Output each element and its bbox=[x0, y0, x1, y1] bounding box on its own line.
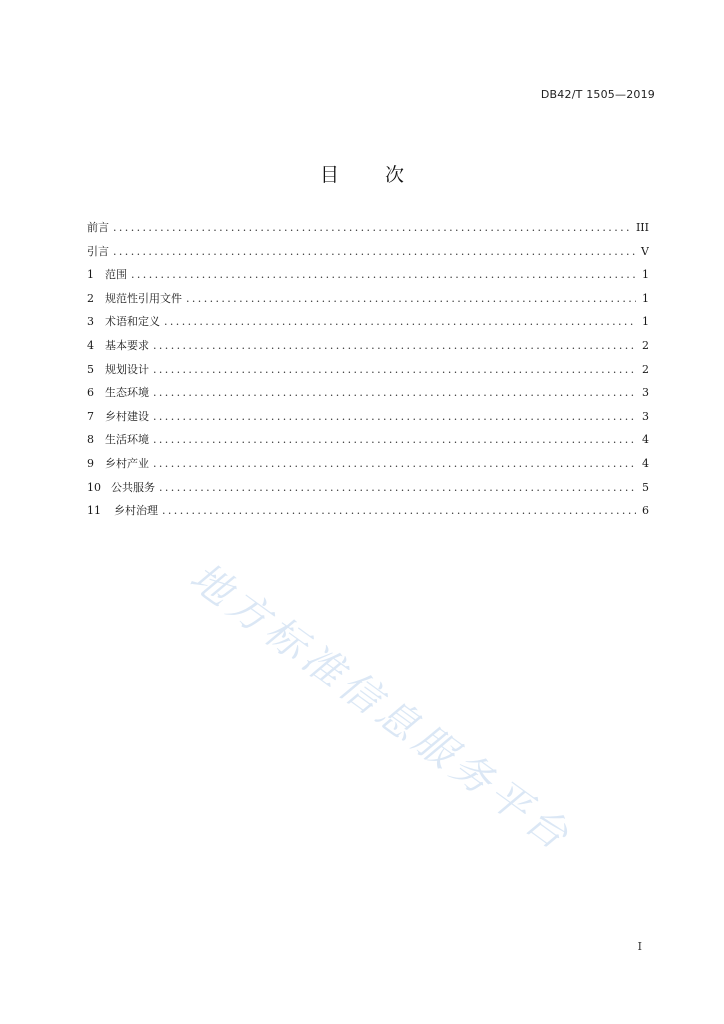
watermark: 地方标准信息服务平台 bbox=[181, 554, 581, 862]
toc-entry-number: 10 bbox=[87, 480, 101, 494]
toc-entry-5[interactable] bbox=[87, 361, 649, 385]
toc-entry-6[interactable] bbox=[87, 384, 649, 408]
toc-dot-leader bbox=[153, 337, 636, 355]
toc-dot-leader bbox=[162, 502, 636, 520]
toc-entry-10[interactable] bbox=[87, 479, 649, 503]
toc-entry-title: 乡村产业 bbox=[105, 456, 149, 470]
toc-entry-4[interactable] bbox=[87, 337, 649, 361]
toc-dot-leader bbox=[153, 384, 636, 402]
page-title: 目 次 bbox=[319, 164, 425, 186]
toc-entry-title: 前言 bbox=[87, 221, 109, 234]
toc-dot-leader bbox=[153, 361, 636, 379]
toc-entry-page: 1 bbox=[642, 291, 649, 305]
toc-dot-leader bbox=[186, 290, 636, 308]
toc-dot-leader bbox=[113, 219, 630, 237]
toc-entry-number: 4 bbox=[87, 338, 94, 352]
toc-dot-leader bbox=[131, 266, 636, 284]
toc-entry-title: 生活环境 bbox=[105, 433, 149, 447]
toc-entry-page: 4 bbox=[642, 456, 649, 470]
toc-entry-page: V bbox=[641, 244, 649, 258]
toc-dot-leader bbox=[164, 313, 636, 331]
toc-dot-leader bbox=[153, 408, 636, 426]
toc-dot-leader bbox=[113, 243, 635, 261]
toc-entry-page: 1 bbox=[642, 268, 649, 282]
page-number: I bbox=[637, 940, 642, 953]
toc-entry-number: 3 bbox=[87, 315, 94, 329]
toc-entry-title: 生态环境 bbox=[105, 386, 149, 400]
toc-entry-title: 术语和定义 bbox=[105, 315, 160, 329]
toc-entry-title: 规划设计 bbox=[105, 362, 149, 376]
toc-entry-9[interactable] bbox=[87, 455, 649, 479]
toc-entry-introduction[interactable] bbox=[87, 243, 649, 267]
toc-entry-page: 2 bbox=[642, 338, 649, 352]
toc-entry-7[interactable] bbox=[87, 408, 649, 432]
toc-entry-number: 7 bbox=[87, 409, 94, 423]
toc-dot-leader bbox=[153, 455, 636, 473]
toc-entry-page: 3 bbox=[642, 386, 649, 400]
toc-entry-page: 1 bbox=[642, 315, 649, 329]
toc-entry-page: 5 bbox=[642, 480, 649, 494]
toc-entry-3[interactable] bbox=[87, 313, 649, 337]
toc-entry-page: 2 bbox=[642, 362, 649, 376]
toc-entry-title: 引言 bbox=[87, 244, 109, 258]
toc-entry-title: 乡村治理 bbox=[114, 504, 158, 518]
toc-entry-page: 6 bbox=[642, 504, 649, 518]
toc-entry-number: 2 bbox=[87, 291, 94, 305]
toc-entry-2[interactable] bbox=[87, 290, 649, 314]
toc-entry-number: 9 bbox=[87, 456, 94, 470]
toc-entry-page: 4 bbox=[642, 433, 649, 447]
toc-dot-leader bbox=[159, 479, 636, 497]
toc-entry-title: 公共服务 bbox=[111, 480, 155, 494]
document-code: DB42/T 1505—2019 bbox=[540, 88, 655, 101]
toc-entry-11[interactable] bbox=[87, 502, 649, 526]
toc-entry-number: 8 bbox=[87, 433, 94, 447]
toc-entry-title: 乡村建设 bbox=[105, 409, 149, 423]
toc-entry-1[interactable] bbox=[87, 266, 649, 290]
toc-entry-number: 5 bbox=[87, 362, 94, 376]
toc-entry-page: III bbox=[635, 221, 649, 234]
toc-entry-preface[interactable] bbox=[87, 219, 649, 243]
toc-dot-leader bbox=[153, 431, 636, 449]
toc-entry-8[interactable] bbox=[87, 431, 649, 455]
table-of-contents bbox=[87, 219, 649, 526]
toc-entry-page: 3 bbox=[642, 409, 649, 423]
toc-entry-title: 规范性引用文件 bbox=[105, 291, 182, 305]
toc-entry-number: 6 bbox=[87, 386, 94, 400]
toc-entry-number: 11 bbox=[87, 504, 101, 518]
toc-entry-number: 1 bbox=[87, 268, 94, 282]
toc-entry-title: 范围 bbox=[105, 268, 127, 282]
toc-entry-title: 基本要求 bbox=[105, 338, 149, 352]
